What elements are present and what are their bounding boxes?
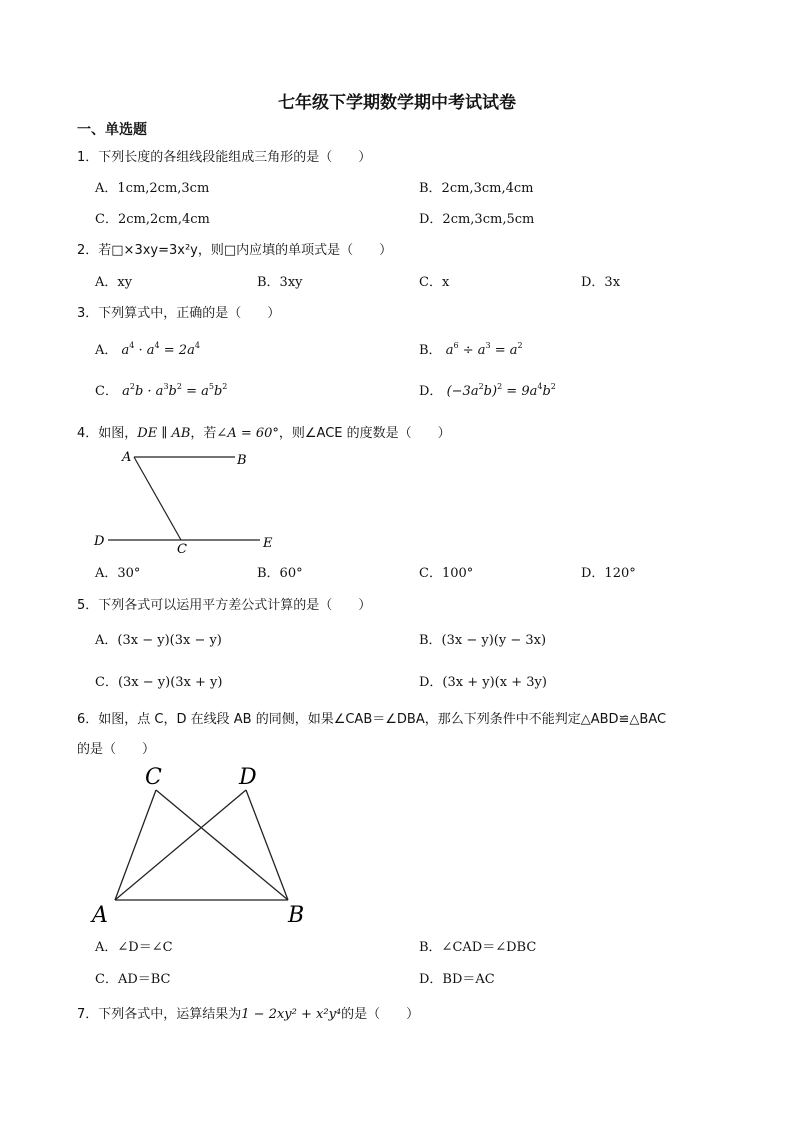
q6-option-a[interactable]: A．∠D＝∠C <box>95 940 173 955</box>
label-e: E <box>263 536 273 551</box>
q4-stem-pre: 4．如图， <box>77 426 138 441</box>
q3-option-b[interactable] <box>419 339 523 358</box>
q3-option-a-letter: A． <box>95 343 118 358</box>
q1-option-a[interactable]: A．1cm,2cm,3cm <box>95 181 210 196</box>
q4-option-b[interactable]: B．60° <box>257 566 303 581</box>
line-bc <box>156 790 288 900</box>
q5-option-d[interactable]: D．(3x + y)(x + 3y) <box>419 675 547 690</box>
label-d: D <box>239 765 257 790</box>
question-6-stem-line1: 6．如图，点 C，D 在线段 AB 的同侧，如果∠CAB＝∠DBA，那么下列条件中不能判定△ABD≌△BAC <box>77 712 667 727</box>
q5-option-b[interactable]: B．(3x − y)(y − 3x) <box>419 633 547 648</box>
q7-stem-pre: 7．下列各式中，运算结果为 <box>77 1007 242 1022</box>
line-ad <box>115 790 246 900</box>
q4-stem-mid: ，若 <box>190 426 217 441</box>
q4-stem-math2: ∠A = 60° <box>216 426 279 441</box>
line-bd <box>246 790 288 900</box>
question-5-stem: 5．下列各式可以运用平方差公式计算的是（ ） <box>77 598 372 613</box>
label-c: C <box>145 765 162 790</box>
q4-option-d[interactable]: D．120° <box>581 566 636 581</box>
q3-option-c-letter: C． <box>95 384 118 399</box>
q7-stem-math: 1 − 2xy² + x²y⁴ <box>241 1007 342 1022</box>
label-a: A <box>92 903 108 928</box>
q3-option-d-letter: D． <box>419 384 443 399</box>
label-d: D <box>94 534 105 549</box>
question-7-stem <box>77 1003 419 1022</box>
q4-option-c[interactable]: C．100° <box>419 566 474 581</box>
q4-option-a[interactable]: A．30° <box>95 566 141 581</box>
question-4-stem <box>77 422 451 441</box>
q4-figure <box>88 446 288 561</box>
q3-option-d-formula: $(-3a^2b)^2 = 9a^4b^2$ <box>446 382 556 399</box>
q4-stem-post: ，则∠ACE 的度数是（ ） <box>278 426 451 441</box>
label-c: C <box>177 542 187 557</box>
question-1-stem: 1．下列长度的各组线段能组成三角形的是（ ） <box>77 150 372 165</box>
q7-stem-post: 的是（ ） <box>341 1007 420 1022</box>
q3-option-a-formula: $a^4 \cdot a^4 = 2a^4$ <box>121 341 200 358</box>
q5-option-a[interactable]: A．(3x − y)(3x − y) <box>95 633 222 648</box>
section-heading: 一、单选题 <box>77 122 147 138</box>
question-3-stem: 3．下列算式中，正确的是（ ） <box>77 306 281 321</box>
q2-option-a[interactable]: A．xy <box>95 275 133 290</box>
q6-option-d[interactable]: D．BD＝AC <box>419 972 495 987</box>
question-6-stem-line2: 的是（ ） <box>77 742 156 757</box>
page-title: 七年级下学期数学期中考试试卷 <box>278 93 516 113</box>
q2-option-b[interactable]: B．3xy <box>257 275 303 290</box>
q3-option-b-formula: $a^6 \div a^3 = a^2$ <box>445 341 523 358</box>
q3-option-d[interactable] <box>419 380 556 399</box>
question-2-stem: 2．若□×3xy=3x²y，则□内应填的单项式是（ ） <box>77 243 393 258</box>
label-b: B <box>237 453 247 468</box>
line-ac <box>134 457 181 540</box>
q6-option-c[interactable]: C．AD＝BC <box>95 972 171 987</box>
q6-option-b[interactable]: B．∠CAD＝∠DBC <box>419 940 537 955</box>
q2-option-d[interactable]: D．3x <box>581 275 621 290</box>
q3-option-c-formula: $a^2b \cdot a^3b^2 = a^5b^2$ <box>122 382 228 399</box>
q3-option-a[interactable] <box>95 339 200 358</box>
q1-option-d[interactable]: D．2cm,3cm,5cm <box>419 212 535 227</box>
q6-figure <box>88 760 318 930</box>
q4-stem-math: DE ∥ AB <box>137 426 191 441</box>
q1-option-b[interactable]: B．2cm,3cm,4cm <box>419 181 534 196</box>
q3-option-b-letter: B． <box>419 343 442 358</box>
label-b: B <box>288 903 305 928</box>
q2-option-c[interactable]: C．x <box>419 275 450 290</box>
q5-option-c[interactable]: C．(3x − y)(3x + y) <box>95 675 223 690</box>
q3-option-c[interactable] <box>95 380 227 399</box>
q1-option-c[interactable]: C．2cm,2cm,4cm <box>95 212 210 227</box>
label-a: A <box>122 450 132 465</box>
